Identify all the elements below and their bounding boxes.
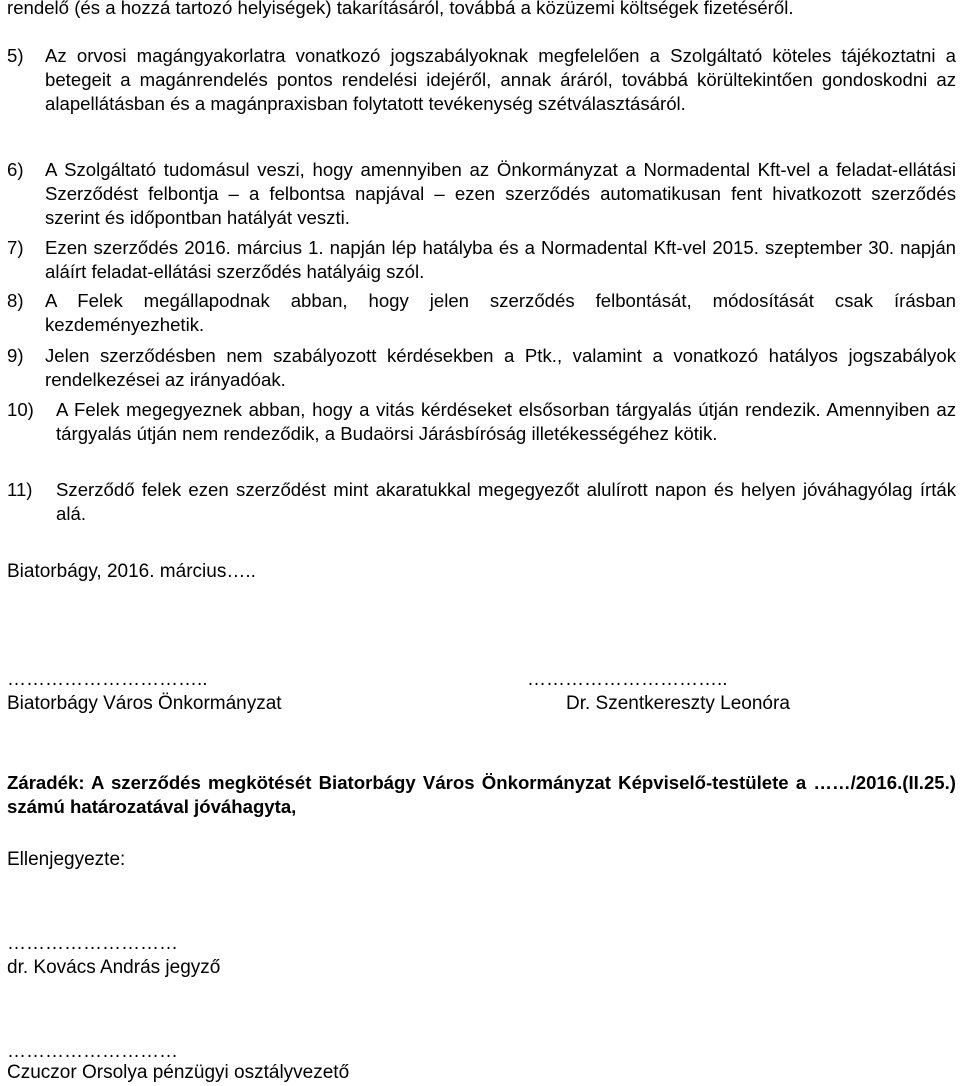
item-number: 9) bbox=[7, 345, 24, 366]
item-number: 11) bbox=[7, 479, 33, 500]
item-number: 6) bbox=[7, 159, 24, 180]
list-item bbox=[7, 44, 956, 116]
item-text: Szerződő felek ezen szerződést mint akaratukkal megegyezőt alulírott napon és helyen jóváhagyólag írták alá. bbox=[56, 479, 956, 524]
item-text: A Felek megállapodnak abban, hogy jelen szerződés felbontását, módosítását csak írásban kezdeményezhetik. bbox=[45, 290, 956, 335]
place-date: Biatorbágy, 2016. március….. bbox=[7, 561, 256, 582]
item-number: 7) bbox=[7, 237, 24, 258]
item-text: Ezen szerződés 2016. március 1. napján lép hatályba és a Normadental Kft-vel 2015. szeptember 30. napján aláírt feladat-ellátási szerződés hatályáig szól. bbox=[45, 237, 956, 282]
signatory-name: Dr. Szentkereszty Leonóra bbox=[566, 693, 790, 714]
item-number: 8) bbox=[7, 290, 24, 311]
list-item bbox=[7, 478, 956, 526]
list-item bbox=[7, 236, 956, 284]
signature-dots: ………………………….. bbox=[7, 669, 208, 690]
countersign-label: Ellenjegyezte: bbox=[7, 849, 126, 870]
signatory-name: Biatorbágy Város Önkormányzat bbox=[7, 693, 282, 714]
list-item bbox=[7, 398, 956, 446]
item-text: A Szolgáltató tudomásul veszi, hogy amennyiben az Önkormányzat a Normadental Kft-vel a feladat-ellátási Szerződést felbontja – a felbontsa napjával – ezen szerződés automatikusan fent hivatkozott szerződés szerint és időpontban hatályát veszti. bbox=[45, 159, 956, 228]
approval-clause: Záradék: A szerződés megkötését Biatorbágy Város Önkormányzat Képviselő-testülete a ……/2016.(II.25.) számú határozatával jóváhagyta, bbox=[7, 772, 956, 817]
item-text: Az orvosi magángyakorlatra vonatkozó jogszabályoknak megfelelően a Szolgáltató köteles tájékoztatni a betegeit a magánrendelés pontos rendelési idejéről, annak áráról, továbbá körültekintően gondoskodni az alapellátásban és a magánpraxisban folytatott tevékenység szétválasztásáról. bbox=[45, 45, 956, 114]
item-number: 5) bbox=[7, 45, 24, 66]
list-item bbox=[7, 289, 956, 337]
item-text: Jelen szerződésben nem szabályozott kérdésekben a Ptk., valamint a vonatkozó hatályos jogszabályok rendelkezései az irányadóak. bbox=[45, 345, 956, 390]
signatory-name: Czuczor Orsolya pénzügyi osztályvezető bbox=[7, 1062, 350, 1083]
list-item bbox=[7, 344, 956, 392]
signature-dots: ……………………… bbox=[7, 933, 178, 954]
signatory-name: dr. Kovács András jegyző bbox=[7, 957, 221, 978]
item-text: A Felek megegyeznek abban, hogy a vitás kérdéseket elsősorban tárgyalás útján rendezik. Amennyiben az tárgyalás útján nem rendeződik, a Budaörsi Járásbíróság illetékességéhez kötik. bbox=[56, 399, 956, 444]
signature-dots: ………………………….. bbox=[527, 669, 728, 690]
signature-dots: ……………………… bbox=[7, 1041, 178, 1062]
paragraph-continuation: rendelő (és a hozzá tartozó helyiségek) takarításáról, továbbá a közüzemi költségek fizetéséről. bbox=[7, 0, 794, 18]
item-number: 10) bbox=[7, 399, 34, 420]
list-item bbox=[7, 158, 956, 230]
